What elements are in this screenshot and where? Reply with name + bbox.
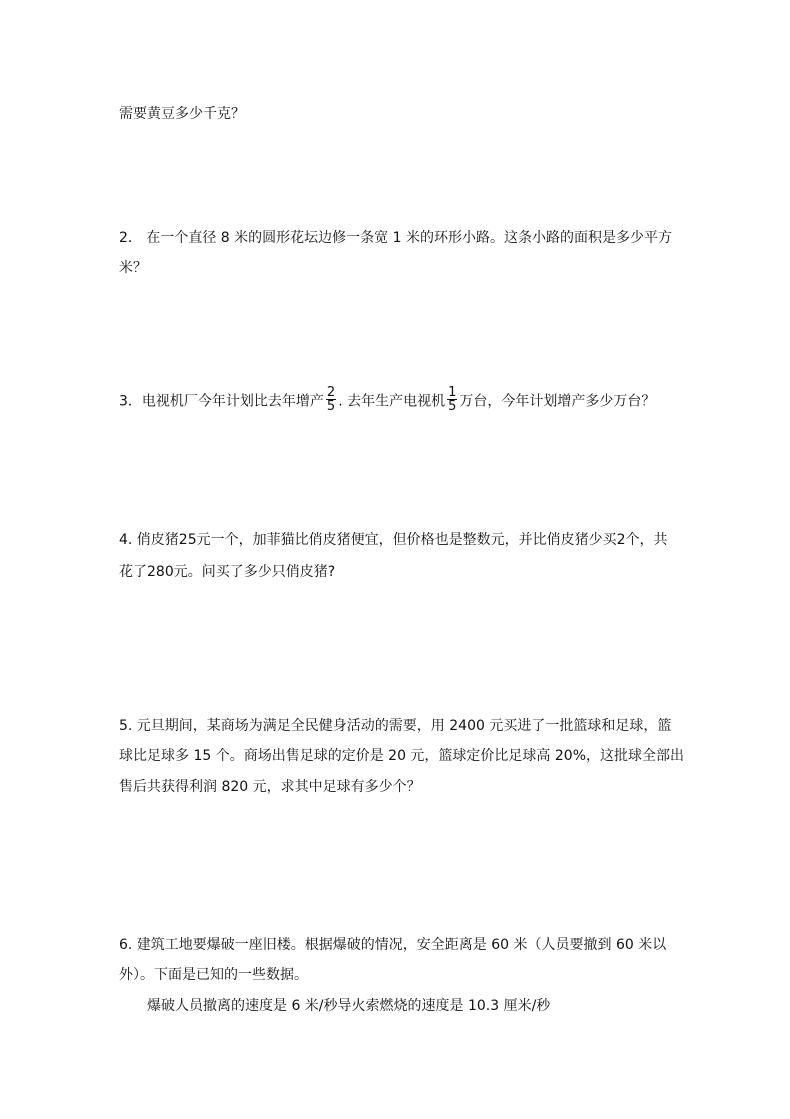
- question-5-line-2: 球比足球多 15 个。商场出售足球的定价是 20 元，篮球定价比足球高 20%，这批球全部出: [119, 748, 684, 764]
- question-6-data-line: 爆破人员撤离的速度是 6 米/秒导火索燃烧的速度是 10.3 厘米/秒: [147, 998, 551, 1014]
- question-1-tail: 需要黄豆多少千克？: [119, 106, 245, 122]
- question-5-line-3: 售后共获得利润 820 元，求其中足球有多少个？: [119, 779, 421, 795]
- question-2-line-1: 2． 在一个直径 8 米的圆形花坛边修一条宽 1 米的环形小路。这条小路的面积是多少平方: [119, 230, 672, 246]
- question-3: [119, 385, 656, 415]
- fraction-numerator: 1: [448, 385, 457, 400]
- question-3-text-start: 3．电视机厂今年计划比去年增产: [119, 393, 324, 410]
- question-3-text-middle: . 去年生产电视机: [338, 393, 446, 410]
- question-6-line-2: 外）。下面是已知的一些数据。: [119, 967, 308, 983]
- fraction-numerator: 2: [326, 385, 336, 400]
- question-5-line-1: 5. 元旦期间，某商场为满足全民健身活动的需要，用 2400 元买进了一批篮球和足球，篮: [119, 718, 672, 734]
- question-6-line-1: 6. 建筑工地要爆破一座旧楼。根据爆破的情况，安全距离是 60 米（人员要撤到 60 米以: [119, 937, 667, 953]
- question-4-line-1: 4. 俏皮猪25元一个，加菲猫比俏皮猪便宜，但价格也是整数元，并比俏皮猪少买2个，共: [119, 532, 668, 548]
- question-4-line-2: 花了280元。问买了多少只俏皮猪?: [119, 564, 336, 580]
- question-2-line-2: 米？: [119, 260, 147, 276]
- fraction-two-fifths: [326, 386, 336, 413]
- question-3-text-end: 万台，今年计划增产多少万台？: [459, 393, 656, 410]
- fraction-one-fifth: [447, 386, 457, 413]
- fraction-denominator: 5: [326, 399, 336, 414]
- fraction-denominator: 5: [448, 399, 457, 414]
